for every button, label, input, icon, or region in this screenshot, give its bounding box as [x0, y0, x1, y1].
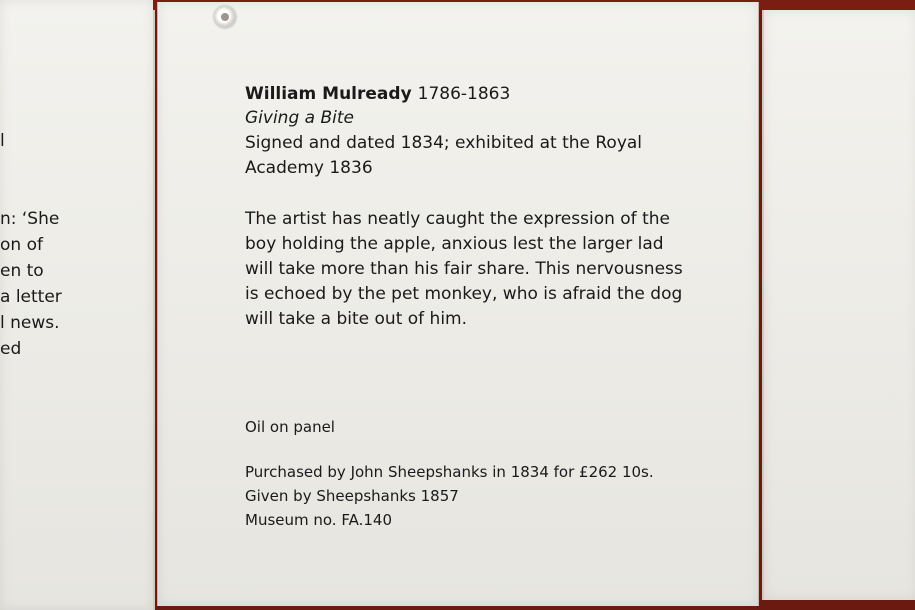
left-fragment-line: en to: [0, 261, 44, 281]
artist-line: [245, 82, 510, 107]
mounting-screw: [214, 6, 236, 28]
left-fragment-line: l: [0, 131, 5, 151]
left-fragment-line: l news.: [0, 313, 60, 333]
left-label-fragment-top: [0, 128, 5, 154]
signed-line: Academy 1836: [245, 158, 373, 178]
credit-line-item: Museum no. FA.140: [245, 511, 392, 529]
description-line: is echoed by the pet monkey, who is afraid the dog: [245, 284, 683, 304]
left-fragment-line: a letter: [0, 287, 62, 307]
credit-line-item: Given by Sheepshanks 1857: [245, 487, 459, 505]
artist-dates: 1786-1863: [417, 84, 511, 104]
artwork-title: Giving a Bite: [245, 108, 354, 128]
left-label-fragment: [0, 206, 62, 362]
right-neighbor-label: [762, 10, 915, 600]
signed-line: Signed and dated 1834; exhibited at the Royal: [245, 133, 643, 153]
description-line: boy holding the apple, anxious lest the larger lad: [245, 234, 664, 254]
signed-info: [245, 131, 665, 181]
credit-line-item: Purchased by John Sheepshanks in 1834 for £262 10s.: [245, 463, 654, 481]
left-fragment-line: n: ‘She: [0, 209, 60, 229]
artist-name: William Mulready: [245, 84, 412, 104]
left-fragment-line: on of: [0, 235, 43, 255]
description-line: will take more than his fair share. This nervousness: [245, 259, 683, 279]
description-line: will take a bite out of him.: [245, 309, 468, 329]
medium: Oil on panel: [245, 418, 335, 436]
description-line: The artist has neatly caught the expression of the: [245, 209, 670, 229]
credit-line: [245, 460, 654, 532]
description: [245, 207, 685, 332]
left-fragment-line: ed: [0, 339, 22, 359]
